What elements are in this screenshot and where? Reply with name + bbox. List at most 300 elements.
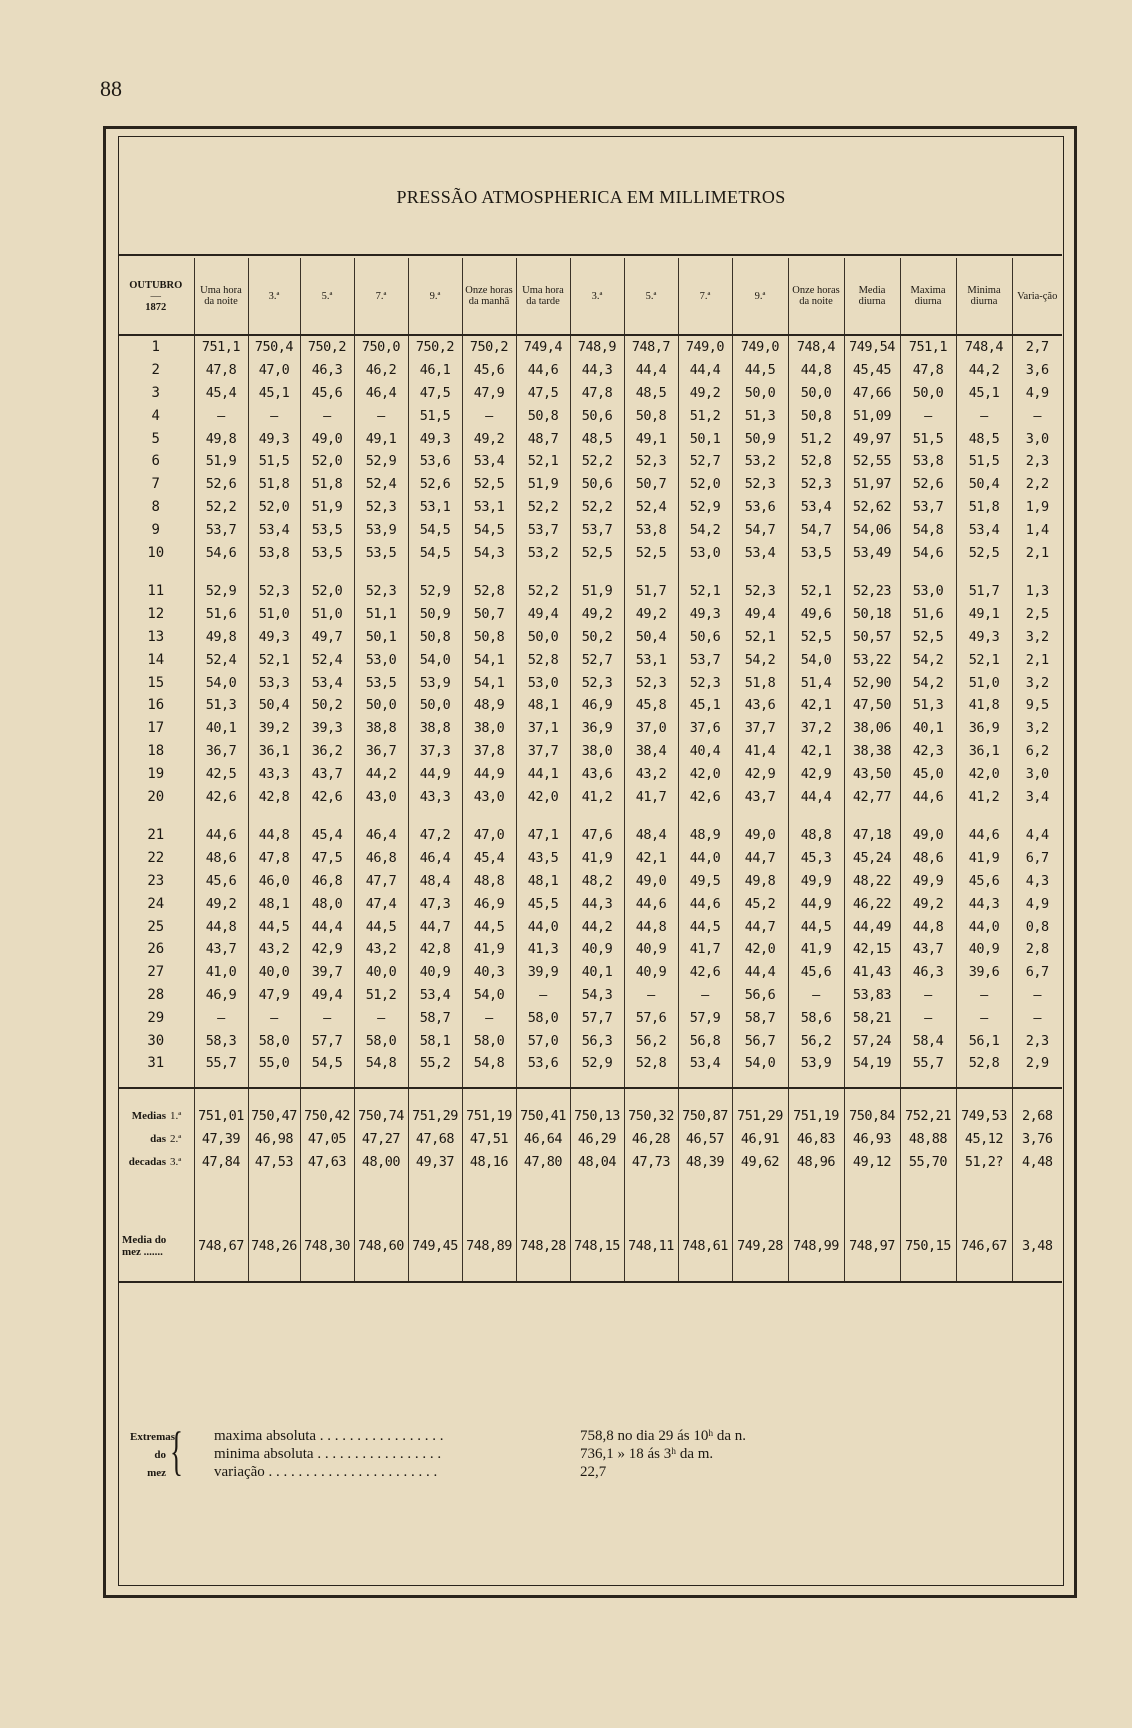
table-cell: 54,1 xyxy=(462,648,516,671)
table-cell: 41,8 xyxy=(956,694,1012,717)
table-row xyxy=(118,541,1062,564)
spacer-cell xyxy=(956,1261,1012,1282)
table-cell: 750,84 xyxy=(844,1105,900,1128)
spacer-cell xyxy=(732,1075,788,1088)
table-cell: 53,4 xyxy=(462,450,516,473)
spacer-cell xyxy=(248,1173,300,1231)
extreme-var-value: 22,7 xyxy=(580,1464,607,1480)
table-cell: 57,6 xyxy=(624,1006,678,1029)
extreme-max-label: maxima absoluta . . . . . . . . . . . . . . . . . xyxy=(214,1428,444,1444)
table-cell: 44,5 xyxy=(248,915,300,938)
table-cell: 46,3 xyxy=(900,961,956,984)
table-cell: 750,0 xyxy=(354,335,408,359)
table-cell: 38,0 xyxy=(462,717,516,740)
table-cell: 52,5 xyxy=(570,541,624,564)
month-mean-cell: 748,11 xyxy=(624,1231,678,1261)
table-cell: 52,0 xyxy=(678,473,732,496)
table-cell: 44,5 xyxy=(788,915,844,938)
month-mean-label xyxy=(118,1231,194,1261)
table-cell: 47,0 xyxy=(462,824,516,847)
table-cell: 56,8 xyxy=(678,1029,732,1052)
table-cell: 45,1 xyxy=(678,694,732,717)
table-cell: 54,5 xyxy=(300,1052,354,1075)
table-cell: 52,9 xyxy=(570,1052,624,1075)
table-cell: 46,8 xyxy=(300,870,354,893)
table-cell: 49,6 xyxy=(788,603,844,626)
table-cell: 50,8 xyxy=(788,404,844,427)
table-cell: 53,7 xyxy=(194,518,248,541)
table-cell: — xyxy=(788,984,844,1007)
spacer-cell xyxy=(354,1261,408,1282)
table-cell: 44,9 xyxy=(408,762,462,785)
table-cell: 750,74 xyxy=(354,1105,408,1128)
table-cell: 42,6 xyxy=(678,785,732,808)
spacer-cell xyxy=(194,1075,248,1088)
table-cell: 52,3 xyxy=(248,580,300,603)
table-cell: 44,8 xyxy=(788,359,844,382)
spacer-cell xyxy=(732,1088,788,1105)
table-cell: 2,9 xyxy=(1025,1055,1049,1072)
table-cell: 42,9 xyxy=(732,762,788,785)
table-cell: 52,62 xyxy=(844,496,900,519)
table-cell: 37,8 xyxy=(462,740,516,763)
table-cell: 56,1 xyxy=(956,1029,1012,1052)
table-row xyxy=(118,648,1062,671)
table-cell: 49,3 xyxy=(408,427,462,450)
table-cell: 51,8 xyxy=(732,671,788,694)
table-cell: 54,5 xyxy=(408,518,462,541)
table-cell: 54,2 xyxy=(900,648,956,671)
table-cell: 52,9 xyxy=(408,580,462,603)
table-cell: 44,5 xyxy=(354,915,408,938)
table-row xyxy=(118,762,1062,785)
table-cell: 49,37 xyxy=(408,1150,462,1173)
table-cell: 40,9 xyxy=(624,938,678,961)
table-cell: 52,8 xyxy=(788,450,844,473)
table-cell: 48,1 xyxy=(516,694,570,717)
table-cell: 51,8 xyxy=(300,473,354,496)
spacer-cell xyxy=(516,1088,570,1105)
table-cell: 49,7 xyxy=(300,626,354,649)
spacer-cell xyxy=(844,808,900,824)
row-label xyxy=(118,1150,194,1173)
row-label: 1 xyxy=(118,335,194,359)
table-cell: 48,1 xyxy=(248,892,300,915)
spacer-cell xyxy=(844,1075,900,1088)
table-cell: 44,7 xyxy=(408,915,462,938)
spacer-cell xyxy=(408,808,462,824)
header-rule xyxy=(118,254,1062,256)
table-cell: 3,2 xyxy=(1025,720,1049,737)
table-cell: 49,2 xyxy=(194,892,248,915)
table-cell: 49,2 xyxy=(462,427,516,450)
table-cell: 51,2? xyxy=(956,1150,1012,1173)
spacer-cell xyxy=(462,1088,516,1105)
table-cell: 48,1 xyxy=(516,870,570,893)
table-cell: 43,7 xyxy=(900,938,956,961)
table-cell: 49,0 xyxy=(624,870,678,893)
spacer-cell xyxy=(570,1075,624,1088)
table-cell: 748,4 xyxy=(788,335,844,359)
table-cell: 42,5 xyxy=(194,762,248,785)
table-cell: 41,4 xyxy=(732,740,788,763)
table-cell: 47,39 xyxy=(194,1128,248,1151)
spacer-cell xyxy=(300,1088,354,1105)
table-cell: 40,9 xyxy=(570,938,624,961)
spacer-cell xyxy=(678,1173,732,1231)
table-cell: 40,9 xyxy=(624,961,678,984)
table-cell: 52,8 xyxy=(516,648,570,671)
table-cell: 43,0 xyxy=(354,785,408,808)
table-cell: 42,1 xyxy=(788,694,844,717)
table-cell: 45,45 xyxy=(844,359,900,382)
spacer-cell xyxy=(956,808,1012,824)
table-cell: 43,2 xyxy=(624,762,678,785)
table-cell: — xyxy=(248,404,300,427)
table-cell: — xyxy=(248,1006,300,1029)
row-label: 17 xyxy=(118,717,194,740)
table-cell: 52,2 xyxy=(570,450,624,473)
spacer-cell xyxy=(248,1075,300,1088)
table-cell: 41,3 xyxy=(516,938,570,961)
table-cell: 53,4 xyxy=(300,671,354,694)
spacer-cell xyxy=(194,1261,248,1282)
table-cell: 47,7 xyxy=(354,870,408,893)
table-cell: 52,7 xyxy=(678,450,732,473)
table-cell: 36,1 xyxy=(248,740,300,763)
table-cell: 52,1 xyxy=(788,580,844,603)
spacer-cell xyxy=(194,1088,248,1105)
table-cell: 47,05 xyxy=(300,1128,354,1151)
table-cell: 57,7 xyxy=(300,1029,354,1052)
table-cell: 51,7 xyxy=(956,580,1012,603)
table-cell: 50,18 xyxy=(844,603,900,626)
table-cell: 51,6 xyxy=(900,603,956,626)
row-label: 23 xyxy=(118,870,194,893)
table-cell: 751,1 xyxy=(194,335,248,359)
spacer-cell xyxy=(118,1088,194,1105)
table-cell: 52,3 xyxy=(732,473,788,496)
decades-label-line: Medias xyxy=(131,1110,166,1123)
table-cell: 45,6 xyxy=(194,870,248,893)
table-cell: — xyxy=(300,1006,354,1029)
table-cell: 50,2 xyxy=(570,626,624,649)
table-cell: 43,7 xyxy=(194,938,248,961)
table-cell: 43,3 xyxy=(408,785,462,808)
table-cell: 750,41 xyxy=(516,1105,570,1128)
table-cell: 45,4 xyxy=(194,382,248,405)
table-cell: 48,04 xyxy=(570,1150,624,1173)
table-cell: — xyxy=(194,1006,248,1029)
table-cell: 51,97 xyxy=(844,473,900,496)
table-cell: 42,6 xyxy=(300,785,354,808)
table-cell: 49,3 xyxy=(678,603,732,626)
month-mean-label-line: Media do xyxy=(122,1234,167,1247)
decades-label-line: das xyxy=(150,1132,166,1145)
col-header: Varia-ção xyxy=(1012,258,1062,335)
table-row xyxy=(118,892,1062,915)
spacer-cell xyxy=(462,1261,516,1282)
spacer-cell xyxy=(732,1173,788,1231)
table-cell: 49,8 xyxy=(732,870,788,893)
table-cell: 43,2 xyxy=(248,938,300,961)
table-cell: 4,9 xyxy=(1025,895,1049,912)
table-cell: 50,4 xyxy=(956,473,1012,496)
row-label: 12 xyxy=(118,603,194,626)
table-cell: 58,4 xyxy=(900,1029,956,1052)
table-cell: 53,2 xyxy=(732,450,788,473)
row-label: 4 xyxy=(118,404,194,427)
extreme-var-label: variação . . . . . . . . . . . . . . . . . . . . . . . xyxy=(214,1464,438,1480)
month-mean-cell: 749,45 xyxy=(408,1231,462,1261)
table-cell: 53,7 xyxy=(570,518,624,541)
col-header: Minima diurna xyxy=(956,258,1012,335)
table-cell: 37,7 xyxy=(516,740,570,763)
table-cell: 52,5 xyxy=(900,626,956,649)
table-cell: 41,9 xyxy=(570,847,624,870)
table-cell: 56,2 xyxy=(788,1029,844,1052)
table-cell: 50,1 xyxy=(354,626,408,649)
table-cell: 40,4 xyxy=(678,740,732,763)
table-cell: — xyxy=(900,984,956,1007)
table-cell: 54,5 xyxy=(462,518,516,541)
table-cell: 51,9 xyxy=(194,450,248,473)
table-cell: 38,06 xyxy=(844,717,900,740)
table-cell: 46,3 xyxy=(300,359,354,382)
table-cell: 40,0 xyxy=(354,961,408,984)
table-row xyxy=(118,671,1062,694)
table-cell: 43,6 xyxy=(732,694,788,717)
col-header: Uma hora da tarde xyxy=(516,258,570,335)
table-cell: 49,4 xyxy=(516,603,570,626)
table-cell: 47,73 xyxy=(624,1150,678,1173)
table-cell: 3,4 xyxy=(1025,788,1049,805)
table-cell: 52,3 xyxy=(788,473,844,496)
spacer-cell xyxy=(300,1261,354,1282)
table-cell: 46,98 xyxy=(248,1128,300,1151)
table-cell: 751,19 xyxy=(462,1105,516,1128)
table-cell: 42,15 xyxy=(844,938,900,961)
table-row xyxy=(118,626,1062,649)
table-cell: 50,0 xyxy=(408,694,462,717)
table-cell: 53,9 xyxy=(354,518,408,541)
table-cell: 50,8 xyxy=(516,404,570,427)
month-header: OUTUBRO — 1872 xyxy=(118,258,194,335)
table-cell: 749,0 xyxy=(678,335,732,359)
table-cell: 47,3 xyxy=(408,892,462,915)
table-row xyxy=(118,740,1062,763)
table-cell: 52,6 xyxy=(408,473,462,496)
table-cell: 55,70 xyxy=(900,1150,956,1173)
table-cell: 52,5 xyxy=(462,473,516,496)
table-cell: 50,1 xyxy=(678,427,732,450)
table-cell: 47,1 xyxy=(516,824,570,847)
table-cell: 58,0 xyxy=(248,1029,300,1052)
spacer-cell xyxy=(624,1075,678,1088)
spacer-cell xyxy=(844,1088,900,1105)
table-cell: 53,4 xyxy=(248,518,300,541)
table-cell: 56,6 xyxy=(732,984,788,1007)
spacer-cell xyxy=(900,1173,956,1231)
table-cell: 42,0 xyxy=(516,785,570,808)
table-cell: 53,4 xyxy=(788,496,844,519)
table-cell: 50,6 xyxy=(570,473,624,496)
table-cell: 750,32 xyxy=(624,1105,678,1128)
spacer-cell xyxy=(788,1173,844,1231)
table-cell: 3,2 xyxy=(1025,674,1049,691)
table-cell: 55,0 xyxy=(248,1052,300,1075)
table-cell: 50,0 xyxy=(732,382,788,405)
table-row xyxy=(118,694,1062,717)
table-cell: 50,6 xyxy=(570,404,624,427)
table-cell: 57,24 xyxy=(844,1029,900,1052)
table-cell: — xyxy=(956,1006,1012,1029)
spacer-cell xyxy=(354,1088,408,1105)
table-cell: 4,48 xyxy=(1021,1153,1053,1170)
table-cell: 750,13 xyxy=(570,1105,624,1128)
table-cell: 50,9 xyxy=(408,603,462,626)
col-header: 9.ª xyxy=(408,258,462,335)
table-cell: — xyxy=(354,404,408,427)
table-cell: 51,5 xyxy=(408,404,462,427)
table-cell: 58,1 xyxy=(408,1029,462,1052)
table-cell: 52,2 xyxy=(516,496,570,519)
row-label: 30 xyxy=(118,1029,194,1052)
table-cell: 49,3 xyxy=(248,626,300,649)
table-cell: 58,3 xyxy=(194,1029,248,1052)
table-cell: 42,1 xyxy=(624,847,678,870)
table-cell: 47,9 xyxy=(462,382,516,405)
table-cell: 46,29 xyxy=(570,1128,624,1151)
table-cell: 52,4 xyxy=(624,496,678,519)
table-cell: — xyxy=(1033,986,1042,1003)
spacer-cell xyxy=(462,1173,516,1231)
table-cell: 45,12 xyxy=(956,1128,1012,1151)
table-cell: 44,6 xyxy=(624,892,678,915)
table-cell: 54,2 xyxy=(732,648,788,671)
spacer-cell xyxy=(516,1173,570,1231)
table-cell: 42,6 xyxy=(194,785,248,808)
table-cell: 54,1 xyxy=(462,671,516,694)
table-cell: 51,9 xyxy=(300,496,354,519)
table-cell: 40,1 xyxy=(194,717,248,740)
table-cell: 53,0 xyxy=(900,580,956,603)
table-cell: 56,2 xyxy=(624,1029,678,1052)
month-mean-cell: 748,99 xyxy=(788,1231,844,1261)
row-label: 5 xyxy=(118,427,194,450)
table-cell: 54,0 xyxy=(462,984,516,1007)
table-cell: 3,6 xyxy=(1025,362,1049,379)
spacer-cell xyxy=(300,1075,354,1088)
table-cell: 52,6 xyxy=(194,473,248,496)
spacer-cell xyxy=(1012,808,1062,824)
table-cell: 46,91 xyxy=(732,1128,788,1151)
table-cell: 52,1 xyxy=(248,648,300,671)
header-row xyxy=(118,258,1062,335)
table-cell: — xyxy=(194,404,248,427)
table-cell: 751,1 xyxy=(900,335,956,359)
table-cell: 44,4 xyxy=(624,359,678,382)
spacer-cell xyxy=(678,1261,732,1282)
spacer-cell xyxy=(516,1261,570,1282)
table-cell: 44,9 xyxy=(788,892,844,915)
table-cell: 54,0 xyxy=(732,1052,788,1075)
table-cell: 4,3 xyxy=(1025,872,1049,889)
table-cell: 750,2 xyxy=(300,335,354,359)
row-label xyxy=(118,1105,194,1128)
table-cell: 44,3 xyxy=(570,359,624,382)
table-cell: 52,2 xyxy=(194,496,248,519)
table-cell: 54,7 xyxy=(788,518,844,541)
table-cell: 48,6 xyxy=(900,847,956,870)
table-cell: 53,6 xyxy=(516,1052,570,1075)
table-cell: 47,2 xyxy=(408,824,462,847)
table-cell: 54,06 xyxy=(844,518,900,541)
table-cell: 54,19 xyxy=(844,1052,900,1075)
table-cell: 6,2 xyxy=(1025,742,1049,759)
spacer-cell xyxy=(354,564,408,580)
table-cell: 53,3 xyxy=(248,671,300,694)
spacer-cell xyxy=(900,808,956,824)
table-cell: 49,1 xyxy=(956,603,1012,626)
row-label: 8 xyxy=(118,496,194,519)
table-cell: 47,0 xyxy=(248,359,300,382)
table-cell: 55,2 xyxy=(408,1052,462,1075)
table-cell: 51,1 xyxy=(354,603,408,626)
table-cell: 54,3 xyxy=(462,541,516,564)
blank-row xyxy=(118,1173,1062,1231)
spacer-cell xyxy=(408,1173,462,1231)
table-cell: 46,0 xyxy=(248,870,300,893)
spacer-cell xyxy=(678,1088,732,1105)
table-cell: 52,23 xyxy=(844,580,900,603)
table-cell: 37,6 xyxy=(678,717,732,740)
table-cell: 36,7 xyxy=(194,740,248,763)
table-cell: 44,6 xyxy=(516,359,570,382)
table-cell: 46,4 xyxy=(408,847,462,870)
table-row xyxy=(118,961,1062,984)
table-cell: 41,2 xyxy=(570,785,624,808)
table-row xyxy=(118,1029,1062,1052)
row-label: 7 xyxy=(118,473,194,496)
table-cell: 49,2 xyxy=(570,603,624,626)
table-cell: 54,6 xyxy=(900,541,956,564)
table-cell: 750,2 xyxy=(408,335,462,359)
table-cell: 751,01 xyxy=(194,1105,248,1128)
table-cell: 48,88 xyxy=(900,1128,956,1151)
end-row xyxy=(118,1261,1062,1282)
table-cell: 53,9 xyxy=(788,1052,844,1075)
table-cell: 1,4 xyxy=(1025,521,1049,538)
spacer-cell xyxy=(1012,564,1062,580)
table-cell: 50,0 xyxy=(900,382,956,405)
table-cell: 52,3 xyxy=(624,671,678,694)
table-cell: 53,0 xyxy=(516,671,570,694)
table-cell: 56,7 xyxy=(732,1029,788,1052)
table-cell: 51,0 xyxy=(248,603,300,626)
table-cell: 53,6 xyxy=(408,450,462,473)
spacer-cell xyxy=(1012,1173,1062,1231)
table-cell: 49,8 xyxy=(194,427,248,450)
table-cell: 46,8 xyxy=(354,847,408,870)
table-row xyxy=(118,473,1062,496)
table-cell: 48,5 xyxy=(956,427,1012,450)
table-cell: 53,49 xyxy=(844,541,900,564)
row-label: 27 xyxy=(118,961,194,984)
table-cell: 36,2 xyxy=(300,740,354,763)
table-cell: 2,1 xyxy=(1025,651,1049,668)
table-cell: 52,7 xyxy=(570,648,624,671)
